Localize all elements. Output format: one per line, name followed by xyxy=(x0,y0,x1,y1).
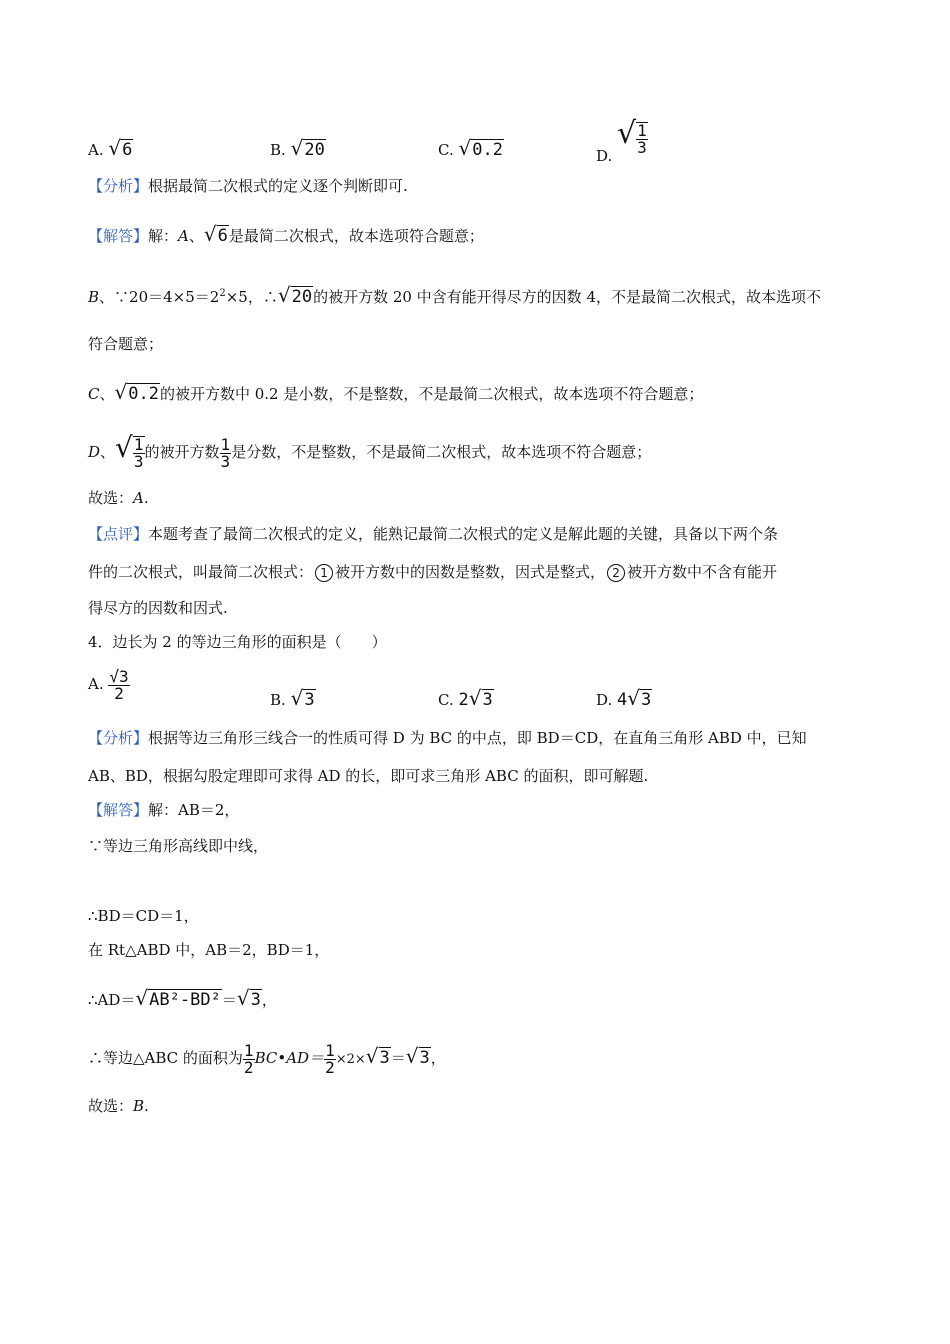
q4-option-d: D. 4√3 xyxy=(596,686,652,710)
sqrt-expression: √3 xyxy=(627,686,652,710)
q3-choose: 故选：A. xyxy=(88,489,149,507)
circled-number: 1 xyxy=(315,564,333,582)
sqrt-expression: √20 xyxy=(290,136,325,160)
sqrt-expression: √AB²-BD² xyxy=(135,986,221,1010)
q4-answer: 【解答】解：AB＝2， xyxy=(88,801,240,819)
fraction: $\frac{1}{3}$ xyxy=(220,434,231,471)
q3-analysis: 【分析】根据最简二次根式的定义逐个判断即可. xyxy=(88,177,408,195)
q3-answer-d: D、√ $\frac{1}{3}$ 的被开方数 $\frac{1}{3}$ 是分数，不是整数，不是最简二次根式，故本选项不符合题意； xyxy=(88,426,651,474)
q3-option-d: D. √ $\frac{1}{3}$ xyxy=(596,116,647,165)
sqrt-fraction: √ $\frac{1}{3}$ xyxy=(115,431,144,471)
q4-option-c: C. 2√3 xyxy=(438,686,493,710)
sqrt-expression: √0.2 xyxy=(458,136,503,160)
q3-option-c: C. √0.2 xyxy=(438,136,503,160)
q3-comment-line1: 【点评】本题考查了最简二次根式的定义，能熟记最简二次根式的定义是解此题的关键，具备以下两个条 xyxy=(88,525,779,543)
fraction: $\frac{1}{2}$ xyxy=(325,1040,335,1077)
q4-analysis-line2: AB、BD，根据勾股定理即可求得 AD 的长，即可求三角形 ABC 的面积，即可解题. xyxy=(88,767,649,785)
sqrt-expression: √3 xyxy=(405,1044,430,1068)
q4-step1: ∵等边三角形高线即中线， xyxy=(88,837,269,855)
q4-step2: ∴BD＝CD＝1， xyxy=(88,907,199,925)
q3-answer-b-cont: 符合题意； xyxy=(88,335,164,353)
q4-step3: 在 Rt△ABD 中，AB＝2，BD＝1， xyxy=(88,941,330,959)
sqrt-expression: √3 xyxy=(365,1044,390,1068)
sqrt-expression: √6 xyxy=(203,222,228,246)
sqrt-expression: √20 xyxy=(277,283,313,307)
q4-stem: 4．边长为 2 的等边三角形的面积是（ ） xyxy=(88,633,387,651)
q4-step5: ∴等边△ABC 的面积为 $\frac{1}{2}$ BC•AD＝ $\frac{1}{2}$ ×2×√3＝√3， xyxy=(88,1034,446,1082)
q4-option-b: B. √3 xyxy=(270,686,315,710)
sqrt-expression: √6 xyxy=(108,136,133,160)
q3-option-a: A. √6 xyxy=(88,136,133,160)
sqrt-expression: √3 xyxy=(236,986,261,1010)
fraction: $\frac{√3}{2}$ xyxy=(109,666,129,703)
q3-answer-b: B、$\because 20=4\times 5=2^2\times 5$，∴√20的被开方数 20 中含有能开得尽方的因数 4，不是最简二次根式，故本选项不 xyxy=(88,283,822,307)
q3-comment-line2: 件的二次根式，叫最简二次根式： 1 被开方数中的因数是整数，因式是整式， 2 被开方数中不含有能开 xyxy=(88,563,778,581)
sqrt-expression: √3 xyxy=(290,686,315,710)
sqrt-fraction: √ $\frac{1}{3}$ xyxy=(617,116,647,157)
q4-step4: ∴AD＝√AB²-BD²＝√3， xyxy=(88,986,277,1010)
fraction: $\frac{1}{2}$ xyxy=(243,1040,254,1077)
q4-analysis-line1: 【分析】根据等边三角形三线合一的性质可得 D 为 BC 的中点，即 BD＝CD，在直角三角形 ABD 中，已知 xyxy=(88,729,807,747)
sqrt-expression: √3 xyxy=(468,686,493,710)
sqrt-expression: √0.2 xyxy=(114,380,159,404)
q3-answer-a: 【解答】解：A、√6是最简二次根式，故本选项符合题意； xyxy=(88,222,484,246)
q3-answer-c: C、√0.2的被开方数中 0.2 是小数，不是整数，不是最简二次根式，故本选项不符合题意； xyxy=(88,380,704,404)
q3-comment-line3: 得尽方的因数和因式. xyxy=(88,599,228,617)
q3-option-b: B. √20 xyxy=(270,136,325,160)
q4-choose: 故选：B. xyxy=(88,1097,149,1115)
circled-number: 2 xyxy=(607,564,625,582)
q4-option-a: A. $\frac{√3}{2}$ xyxy=(88,666,129,703)
